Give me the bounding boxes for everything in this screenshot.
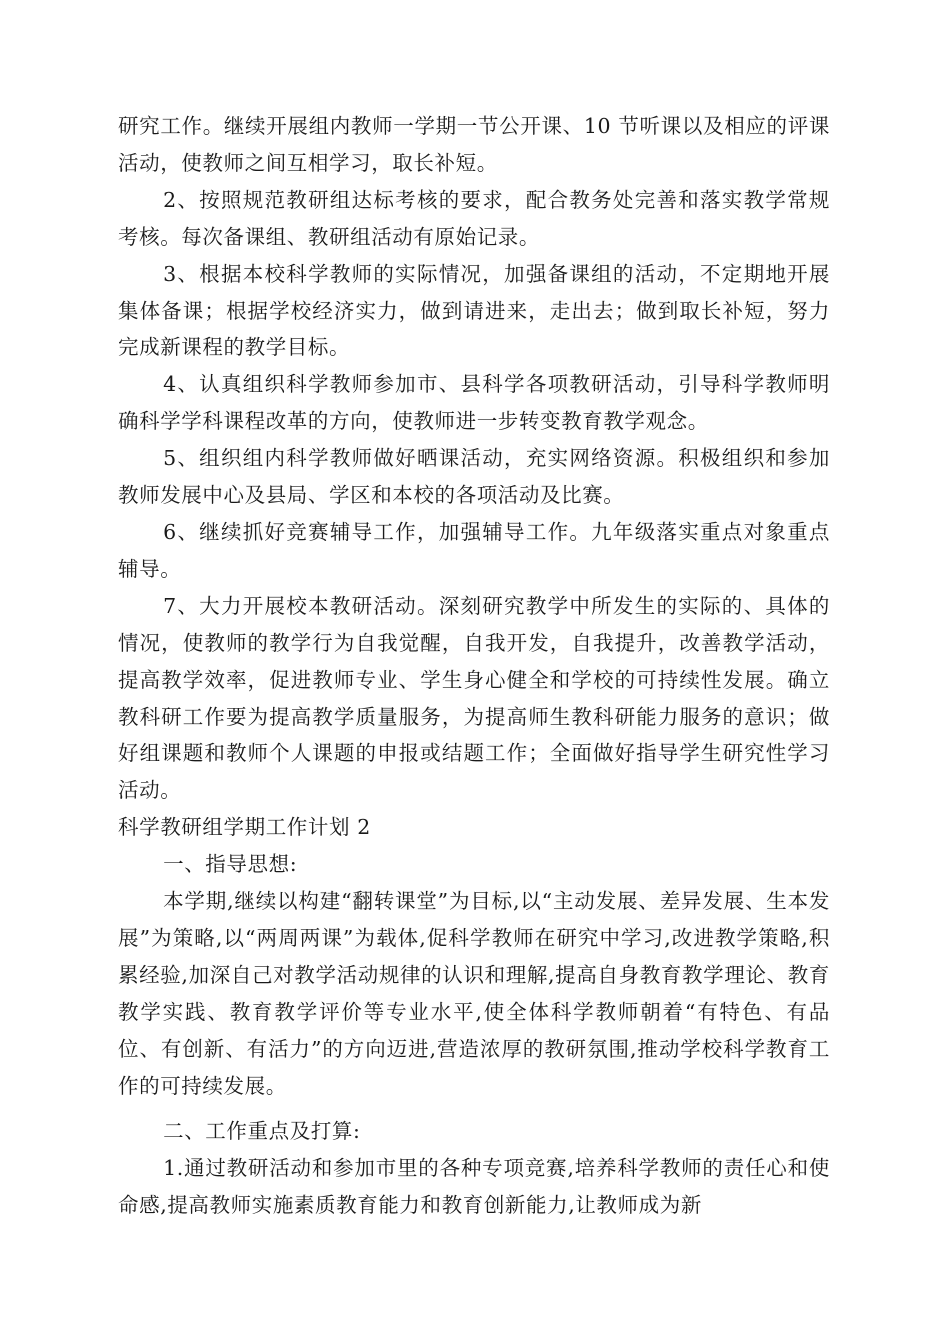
paragraph-work-focus-1: 1.通过教研活动和参加市里的各种专项竞赛,培养科学教师的责任心和使命感,提高教师实施素质教育能力和教育创新能力,让教师成为新 — [118, 1156, 830, 1218]
paragraph-guiding-ideology: 本学期,继续以构建“翻转课堂”为目标,以“主动发展、差异发展、生本发展”为策略,以“两周两课”为载体,促科学教师在研究中学习,改进教学策略,积累经验,加深自己对教学活动规律的认识和理解,提高自身教育教学理论、教育教学实践、教育教学评价等专业水平,使全体科学教师朝着“有特色、有品位、有创新、有活力”的方向迈进,营造浓厚的教研氛围,推动学校科学教育工作的可持续发展。 — [118, 889, 830, 1098]
paragraph-item-2: 2、按照规范教研组达标考核的要求，配合教务处完善和落实教学常规考核。每次备课组、教研组活动有原始记录。 — [118, 187, 830, 249]
section-title: 科学教研组学期工作计划 2 — [118, 815, 371, 840]
paragraph-item-7: 7、大力开展校本教研活动。深刻研究教学中所发生的实际的、具体的情况，使教师的教学行为自我觉醒，自我开发，自我提升，改善教学活动，提高教学效率，促进教师专业、学生身心健全和学校的可持续性发展。确立教科研工作要为提高教学质量服务，为提高师生教科研能力服务的意识；做好组课题和教师个人课题的申报或结题工作；全面做好指导学生研究性学习活动。 — [118, 593, 830, 803]
paragraph-item-6: 6、继续抓好竞赛辅导工作，加强辅导工作。九年级落实重点对象重点辅导。 — [118, 519, 830, 581]
paragraph-item-5: 5、组织组内科学教师做好晒课活动，充实网络资源。积极组织和参加教师发展中心及县局、学区和本校的各项活动及比赛。 — [118, 446, 830, 508]
paragraph-continuation: 研究工作。继续开展组内教师一学期一节公开课、10 节听课以及相应的评课活动，使教师之间互相学习，取长补短。 — [118, 114, 830, 175]
heading-guiding-ideology: 一、指导思想: — [163, 852, 298, 877]
heading-work-focus: 二、工作重点及打算: — [163, 1119, 361, 1144]
paragraph-item-4: 4、认真组织科学教师参加市、县科学各项教研活动，引导科学教师明确科学学科课程改革的方向，使教师进一步转变教育教学观念。 — [118, 372, 830, 434]
document-page — [118, 108, 830, 1224]
paragraph-item-3: 3、根据本校科学教师的实际情况，加强备课组的活动，不定期地开展集体备课；根据学校经济实力，做到请进来，走出去；做到取长补短，努力完成新课程的教学目标。 — [118, 261, 830, 360]
